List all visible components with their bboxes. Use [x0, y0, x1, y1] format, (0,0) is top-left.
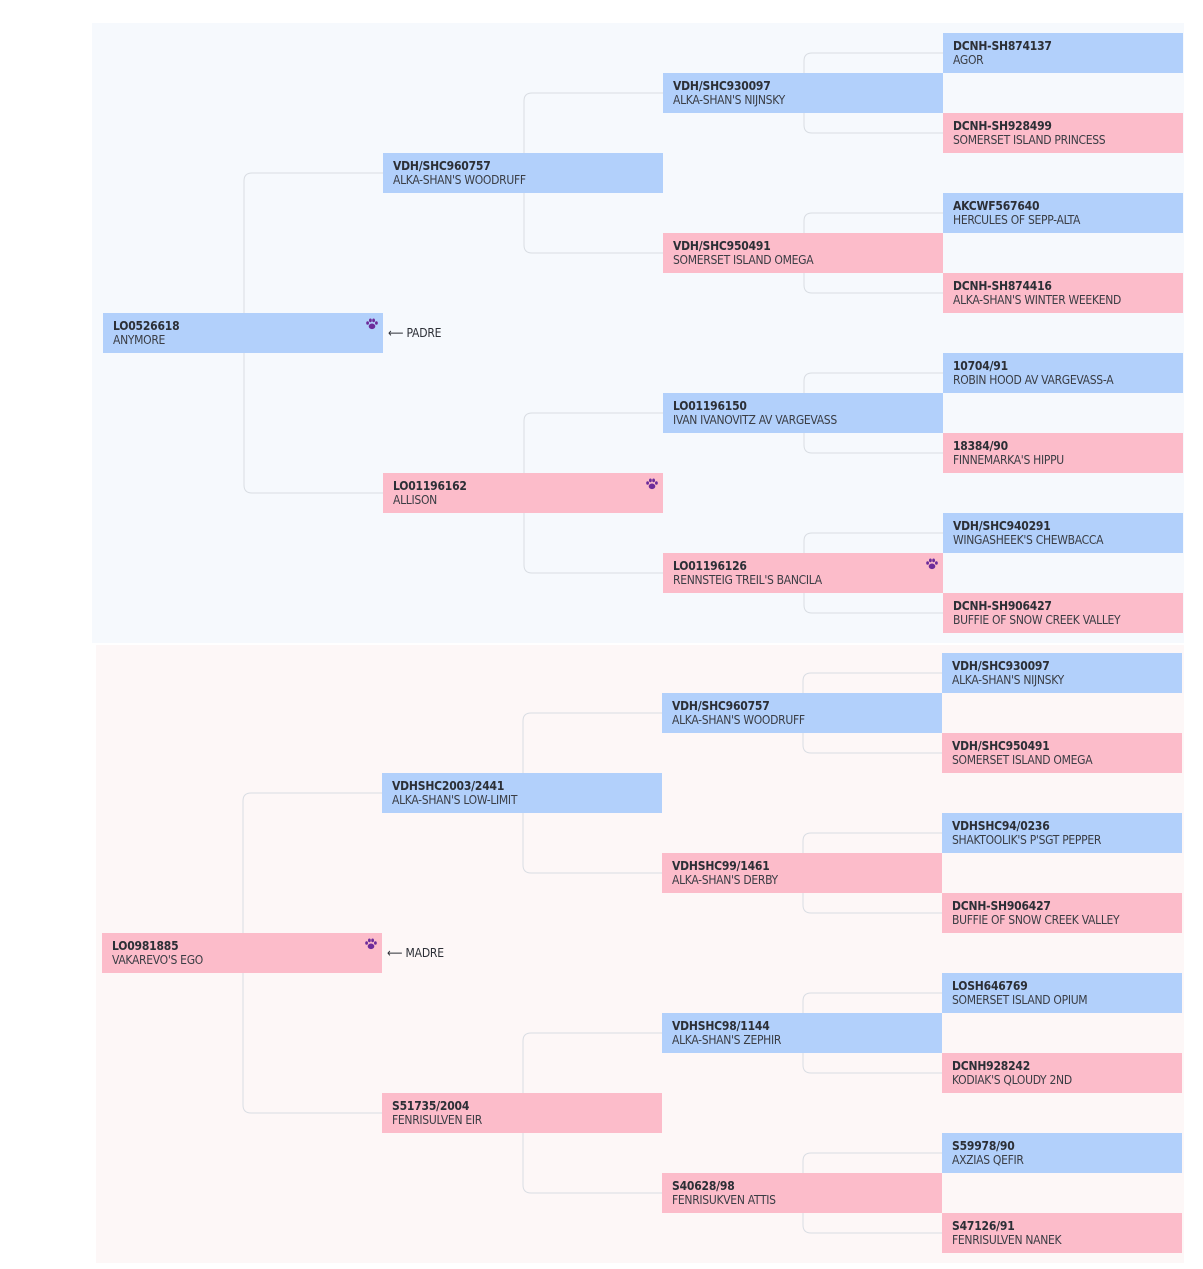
- dog-name: ALLISON: [393, 493, 437, 507]
- registration-number: LO01196126: [673, 559, 747, 573]
- dog-card-sire[interactable]: [103, 313, 383, 353]
- registration-number: LO01196162: [393, 479, 467, 493]
- connector-line: [803, 673, 942, 693]
- paw-icon[interactable]: [365, 317, 379, 331]
- connector-line: [524, 93, 663, 153]
- paw-icon[interactable]: [364, 937, 378, 951]
- registration-number: 10704/91: [953, 359, 1008, 373]
- connector-line: [524, 193, 663, 253]
- connector-line: [803, 833, 942, 853]
- dog-card-sire-sire-sire-dam[interactable]: [943, 113, 1183, 153]
- connector-line: [804, 213, 943, 233]
- dog-name: ALKA-SHAN'S NIJNSKY: [952, 673, 1064, 687]
- connector-line: [524, 413, 663, 473]
- dog-card-dam-sire[interactable]: [382, 773, 662, 813]
- connector-line: [803, 1053, 942, 1073]
- paw-icon[interactable]: [925, 557, 939, 571]
- connector-line: [804, 593, 943, 613]
- dog-name: HERCULES OF SEPP-ALTA: [953, 213, 1081, 227]
- dog-name: SOMERSET ISLAND OPIUM: [952, 993, 1088, 1007]
- dog-card-sire-dam[interactable]: [383, 473, 663, 513]
- dog-name: ALKA-SHAN'S LOW-LIMIT: [392, 793, 518, 807]
- dog-card-sire-dam-sire-dam[interactable]: [943, 433, 1183, 473]
- dog-name: ANYMORE: [113, 333, 166, 347]
- dog-card-sire-dam-dam-sire[interactable]: [943, 513, 1183, 553]
- registration-number: S40628/98: [672, 1179, 735, 1193]
- registration-number: S59978/90: [952, 1139, 1015, 1153]
- dog-card-dam-dam-dam-sire[interactable]: [942, 1133, 1182, 1173]
- connector-line: [523, 813, 662, 873]
- registration-number: AKCWF567640: [953, 199, 1040, 213]
- connector-line: [803, 893, 942, 913]
- connector-line: [243, 973, 382, 1113]
- registration-number: S51735/2004: [392, 1099, 470, 1113]
- dog-name: AGOR: [953, 53, 984, 67]
- dog-name: SOMERSET ISLAND PRINCESS: [953, 133, 1106, 147]
- dog-name: ROBIN HOOD AV VARGEVASS-A: [953, 373, 1114, 387]
- connector-line: [244, 173, 383, 313]
- dog-card-sire-sire-sire-sire[interactable]: [943, 33, 1183, 73]
- registration-number: VDH/SHC930097: [673, 79, 771, 93]
- dog-name: SOMERSET ISLAND OMEGA: [673, 253, 814, 267]
- dog-name: SOMERSET ISLAND OMEGA: [952, 753, 1093, 767]
- registration-number: VDH/SHC930097: [952, 659, 1050, 673]
- registration-number: VDH/SHC940291: [953, 519, 1051, 533]
- sire-label: ⟵ PADRE: [388, 326, 442, 340]
- registration-number: VDH/SHC950491: [673, 239, 771, 253]
- dog-card-sire-dam-dam-dam[interactable]: [943, 593, 1183, 633]
- dog-card-dam-dam-dam[interactable]: [662, 1173, 942, 1213]
- dog-card-dam-sire-sire-dam[interactable]: [942, 733, 1182, 773]
- dog-card-sire-dam-sire-sire[interactable]: [943, 353, 1183, 393]
- dog-name: ALKA-SHAN'S WINTER WEEKEND: [953, 293, 1122, 307]
- dog-name: SHAKTOOLIK'S P'SGT PEPPER: [952, 833, 1102, 847]
- dog-card-dam-sire-dam[interactable]: [662, 853, 942, 893]
- dog-name: AXZIAS QEFIR: [952, 1153, 1024, 1167]
- dog-name: ALKA-SHAN'S NIJNSKY: [673, 93, 785, 107]
- dog-name: ALKA-SHAN'S WOODRUFF: [672, 713, 805, 727]
- connector-line: [803, 993, 942, 1013]
- dog-card-dam-dam-sire-sire[interactable]: [942, 973, 1182, 1013]
- registration-number: LO01196150: [673, 399, 747, 413]
- dog-name: BUFFIE OF SNOW CREEK VALLEY: [952, 913, 1120, 927]
- dog-card-sire-sire-dam-sire[interactable]: [943, 193, 1183, 233]
- dog-card-dam-dam[interactable]: [382, 1093, 662, 1133]
- dog-name: ALKA-SHAN'S WOODRUFF: [393, 173, 526, 187]
- registration-number: LOSH646769: [952, 979, 1028, 993]
- dog-name: ALKA-SHAN'S DERBY: [672, 873, 778, 887]
- dog-name: RENNSTEIG TREIL'S BANCILA: [673, 573, 822, 587]
- dog-name: IVAN IVANOVITZ AV VARGEVASS: [673, 413, 837, 427]
- dog-name: VAKAREVO'S EGO: [112, 953, 203, 967]
- dog-name: ALKA-SHAN'S ZEPHIR: [672, 1033, 782, 1047]
- connector-line: [524, 513, 663, 573]
- dog-card-dam-dam-sire[interactable]: [662, 1013, 942, 1053]
- connector-line: [804, 53, 943, 73]
- registration-number: DCNH-SH928499: [953, 119, 1052, 133]
- dog-name: FENRISUKVEN ATTIS: [672, 1193, 776, 1207]
- registration-number: VDHSHC94/0236: [952, 819, 1050, 833]
- paw-icon[interactable]: [645, 477, 659, 491]
- connector-line: [523, 1133, 662, 1193]
- registration-number: VDH/SHC950491: [952, 739, 1050, 753]
- connector-line: [804, 113, 943, 133]
- connector-line: [803, 1153, 942, 1173]
- dog-card-sire-sire-dam[interactable]: [663, 233, 943, 273]
- registration-number: VDHSHC98/1144: [672, 1019, 770, 1033]
- dog-name: WINGASHEEK'S CHEWBACCA: [953, 533, 1104, 547]
- registration-number: 18384/90: [953, 439, 1008, 453]
- dog-card-sire-sire-dam-dam[interactable]: [943, 273, 1183, 313]
- dam-label: ⟵ MADRE: [387, 946, 444, 960]
- connector-line: [523, 1033, 662, 1093]
- dog-card-sire-dam-sire[interactable]: [663, 393, 943, 433]
- dog-card-dam-sire-dam-sire[interactable]: [942, 813, 1182, 853]
- registration-number: S47126/91: [952, 1219, 1015, 1233]
- connector-line: [804, 433, 943, 453]
- connector-line: [803, 733, 942, 753]
- dog-name: FENRISULVEN EIR: [392, 1113, 482, 1127]
- dog-card-sire-sire[interactable]: [383, 153, 663, 193]
- connector-line: [523, 713, 662, 773]
- connector-line: [804, 273, 943, 293]
- dog-name: BUFFIE OF SNOW CREEK VALLEY: [953, 613, 1121, 627]
- connector-line: [804, 533, 943, 553]
- dog-name: FINNEMARKA'S HIPPU: [953, 453, 1064, 467]
- connector-line: [804, 373, 943, 393]
- dog-card-dam-dam-sire-dam[interactable]: [942, 1053, 1182, 1093]
- dog-name: FENRISULVEN NANEK: [952, 1233, 1062, 1247]
- registration-number: DCNH-SH874137: [953, 39, 1052, 53]
- registration-number: VDHSHC99/1461: [672, 859, 770, 873]
- dog-card-dam-sire-sire-sire[interactable]: [942, 653, 1182, 693]
- registration-number: DCNH928242: [952, 1059, 1031, 1073]
- registration-number: DCNH-SH906427: [952, 899, 1051, 913]
- dog-card-dam[interactable]: [102, 933, 382, 973]
- connector-line: [244, 353, 383, 493]
- registration-number: VDHSHC2003/2441: [392, 779, 505, 793]
- registration-number: DCNH-SH874416: [953, 279, 1052, 293]
- dog-card-dam-sire-dam-dam[interactable]: [942, 893, 1182, 933]
- dog-name: KODIAK'S QLOUDY 2ND: [952, 1073, 1072, 1087]
- registration-number: LO0981885: [112, 939, 179, 953]
- registration-number: LO0526618: [113, 319, 180, 333]
- dog-card-sire-dam-dam[interactable]: [663, 553, 943, 593]
- registration-number: VDH/SHC960757: [672, 699, 770, 713]
- dog-card-dam-sire-sire[interactable]: [662, 693, 942, 733]
- registration-number: DCNH-SH906427: [953, 599, 1052, 613]
- dog-card-sire-sire-sire[interactable]: [663, 73, 943, 113]
- registration-number: VDH/SHC960757: [393, 159, 491, 173]
- connector-line: [243, 793, 382, 933]
- dog-card-dam-dam-dam-dam[interactable]: [942, 1213, 1182, 1253]
- connector-line: [803, 1213, 942, 1233]
